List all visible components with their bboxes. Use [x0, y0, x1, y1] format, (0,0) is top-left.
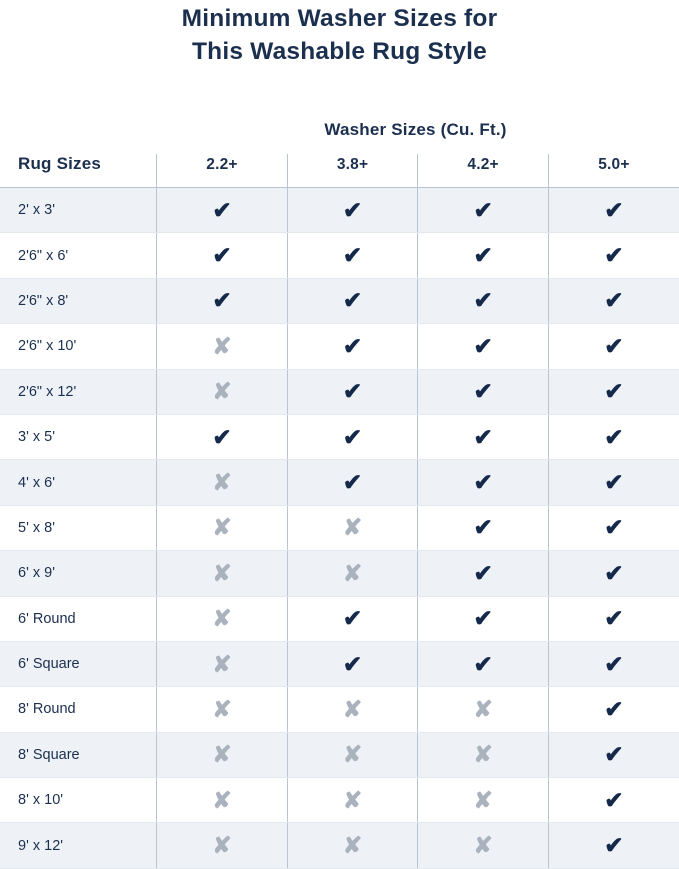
check-icon: ✔	[604, 741, 624, 768]
check-icon: ✔	[604, 242, 624, 269]
compatibility-cell	[548, 823, 679, 868]
table-row	[0, 278, 679, 323]
check-icon: ✔	[604, 695, 624, 722]
rug-size-label: 8' Square	[0, 732, 157, 777]
compatibility-cell	[157, 641, 288, 686]
page-title	[0, 0, 679, 68]
cross-icon: ✘	[212, 605, 232, 632]
cross-icon: ✘	[342, 786, 363, 813]
column-header-washer-4-2: 4.2+	[418, 154, 549, 188]
table-row	[0, 687, 679, 732]
cross-icon: ✘	[212, 695, 232, 722]
check-icon: ✔	[473, 469, 493, 496]
compatibility-cell	[157, 188, 288, 233]
check-icon: ✔	[342, 605, 363, 632]
cross-icon: ✘	[342, 559, 363, 586]
check-icon: ✔	[342, 332, 363, 359]
check-icon: ✔	[212, 287, 232, 314]
check-icon: ✔	[212, 242, 232, 269]
compatibility-cell	[548, 324, 679, 369]
compatibility-cell	[157, 778, 288, 823]
table-row	[0, 596, 679, 641]
compatibility-cell	[548, 233, 679, 278]
cross-icon: ✘	[212, 650, 232, 677]
page-title-line-2: This Washable Rug Style	[191, 38, 488, 65]
rug-washer-compatibility-table	[0, 154, 679, 869]
compatibility-cell	[157, 596, 288, 641]
check-icon: ✔	[342, 423, 363, 450]
compatibility-cell	[418, 460, 549, 505]
compatibility-cell	[418, 596, 549, 641]
compatibility-cell	[418, 823, 549, 868]
compatibility-cell	[548, 551, 679, 596]
column-header-washer-5-0: 5.0+	[548, 154, 679, 188]
cross-icon: ✘	[212, 514, 232, 541]
check-icon: ✔	[473, 378, 493, 405]
rug-size-label: 2' x 3'	[0, 188, 157, 233]
cross-icon: ✘	[473, 741, 493, 768]
check-icon: ✔	[604, 332, 624, 359]
compatibility-cell	[287, 687, 418, 732]
compatibility-cell	[287, 278, 418, 323]
check-icon: ✔	[342, 378, 363, 405]
compatibility-cell	[418, 505, 549, 550]
compatibility-cell	[287, 823, 418, 868]
compatibility-cell	[157, 414, 288, 459]
compatibility-cell	[287, 778, 418, 823]
check-icon: ✔	[473, 332, 493, 359]
table-row	[0, 551, 679, 596]
rug-size-label: 6' Square	[0, 641, 157, 686]
compatibility-cell	[548, 778, 679, 823]
cross-icon: ✘	[342, 514, 363, 541]
compatibility-cell	[287, 233, 418, 278]
check-icon: ✔	[342, 287, 363, 314]
table-row	[0, 641, 679, 686]
check-icon: ✔	[212, 423, 232, 450]
rug-size-label: 8' x 10'	[0, 778, 157, 823]
compatibility-cell	[548, 687, 679, 732]
compatibility-cell	[418, 414, 549, 459]
table-row	[0, 823, 679, 868]
compatibility-cell	[418, 732, 549, 777]
table-row	[0, 732, 679, 777]
compatibility-cell	[418, 687, 549, 732]
washer-sizes-group-header	[0, 120, 679, 140]
cross-icon: ✘	[212, 741, 232, 768]
check-icon: ✔	[212, 196, 232, 223]
check-icon: ✔	[473, 605, 493, 632]
cross-icon: ✘	[342, 741, 363, 768]
check-icon: ✔	[473, 287, 493, 314]
compatibility-cell	[418, 778, 549, 823]
check-icon: ✔	[604, 469, 624, 496]
check-icon: ✔	[604, 378, 624, 405]
cross-icon: ✘	[212, 832, 232, 859]
check-icon: ✔	[473, 196, 493, 223]
rug-size-label: 2'6" x 10'	[0, 324, 157, 369]
compatibility-cell	[157, 823, 288, 868]
check-icon: ✔	[473, 650, 493, 677]
column-header-washer-2-2: 2.2+	[157, 154, 288, 188]
check-icon: ✔	[604, 514, 624, 541]
table-body	[0, 188, 679, 869]
compatibility-cell	[287, 732, 418, 777]
check-icon: ✔	[342, 242, 363, 269]
rug-size-label: 6' Round	[0, 596, 157, 641]
compatibility-cell	[418, 278, 549, 323]
cross-icon: ✘	[342, 695, 363, 722]
check-icon: ✔	[473, 559, 493, 586]
rug-size-label: 2'6" x 6'	[0, 233, 157, 278]
check-icon: ✔	[604, 605, 624, 632]
rug-size-label: 6' x 9'	[0, 551, 157, 596]
compatibility-cell	[548, 641, 679, 686]
compatibility-cell	[157, 732, 288, 777]
compatibility-cell	[548, 414, 679, 459]
check-icon: ✔	[604, 287, 624, 314]
rug-size-label: 3' x 5'	[0, 414, 157, 459]
rug-size-label: 5' x 8'	[0, 505, 157, 550]
compatibility-cell	[157, 278, 288, 323]
rug-size-label: 2'6" x 8'	[0, 278, 157, 323]
check-icon: ✔	[342, 469, 363, 496]
cross-icon: ✘	[212, 378, 232, 405]
compatibility-cell	[548, 505, 679, 550]
compatibility-cell	[418, 324, 549, 369]
compatibility-cell	[418, 233, 549, 278]
compatibility-cell	[287, 414, 418, 459]
compatibility-cell	[157, 369, 288, 414]
check-icon: ✔	[473, 514, 493, 541]
cross-icon: ✘	[473, 832, 493, 859]
compatibility-cell	[287, 188, 418, 233]
check-icon: ✔	[342, 196, 363, 223]
check-icon: ✔	[604, 559, 624, 586]
cross-icon: ✘	[473, 786, 493, 813]
check-icon: ✔	[473, 423, 493, 450]
column-header-washer-3-8: 3.8+	[287, 154, 418, 188]
compatibility-cell	[548, 732, 679, 777]
compatibility-cell	[287, 369, 418, 414]
table-row	[0, 414, 679, 459]
compatibility-cell	[157, 505, 288, 550]
table-row	[0, 778, 679, 823]
compatibility-cell	[287, 641, 418, 686]
compatibility-cell	[287, 505, 418, 550]
rug-size-label: 9' x 12'	[0, 823, 157, 868]
cross-icon: ✘	[212, 332, 232, 359]
table-row	[0, 369, 679, 414]
compatibility-cell	[418, 551, 549, 596]
compatibility-cell	[157, 233, 288, 278]
cross-icon: ✘	[473, 695, 493, 722]
compatibility-cell	[157, 324, 288, 369]
compatibility-cell	[287, 324, 418, 369]
compatibility-cell	[418, 369, 549, 414]
compatibility-cell	[287, 551, 418, 596]
rug-size-label: 2'6" x 12'	[0, 369, 157, 414]
table-header	[0, 154, 679, 188]
cross-icon: ✘	[342, 832, 363, 859]
compatibility-cell	[418, 641, 549, 686]
check-icon: ✔	[604, 650, 624, 677]
check-icon: ✔	[604, 786, 624, 813]
check-icon: ✔	[342, 650, 363, 677]
check-icon: ✔	[473, 242, 493, 269]
compatibility-cell	[157, 551, 288, 596]
table-row	[0, 460, 679, 505]
compatibility-cell	[418, 188, 549, 233]
compatibility-cell	[548, 460, 679, 505]
cross-icon: ✘	[212, 786, 232, 813]
compatibility-cell	[548, 278, 679, 323]
compatibility-cell	[548, 188, 679, 233]
compatibility-cell	[157, 460, 288, 505]
check-icon: ✔	[604, 423, 624, 450]
table-header-row	[0, 154, 679, 188]
table-row	[0, 233, 679, 278]
rug-size-label: 4' x 6'	[0, 460, 157, 505]
cross-icon: ✘	[212, 559, 232, 586]
column-header-rug-sizes: Rug Sizes	[0, 154, 157, 188]
compatibility-cell	[548, 369, 679, 414]
rug-size-label: 8' Round	[0, 687, 157, 732]
table-row	[0, 188, 679, 233]
compatibility-cell	[548, 596, 679, 641]
cross-icon: ✘	[212, 469, 232, 496]
check-icon: ✔	[604, 196, 624, 223]
table-row	[0, 505, 679, 550]
check-icon: ✔	[604, 832, 624, 859]
compatibility-cell	[157, 687, 288, 732]
washer-sizes-group-header-label: Washer Sizes (Cu. Ft.)	[324, 120, 507, 139]
compatibility-cell	[287, 460, 418, 505]
page-title-line-1: Minimum Washer Sizes for	[181, 5, 498, 32]
compatibility-cell	[287, 596, 418, 641]
table-row	[0, 324, 679, 369]
